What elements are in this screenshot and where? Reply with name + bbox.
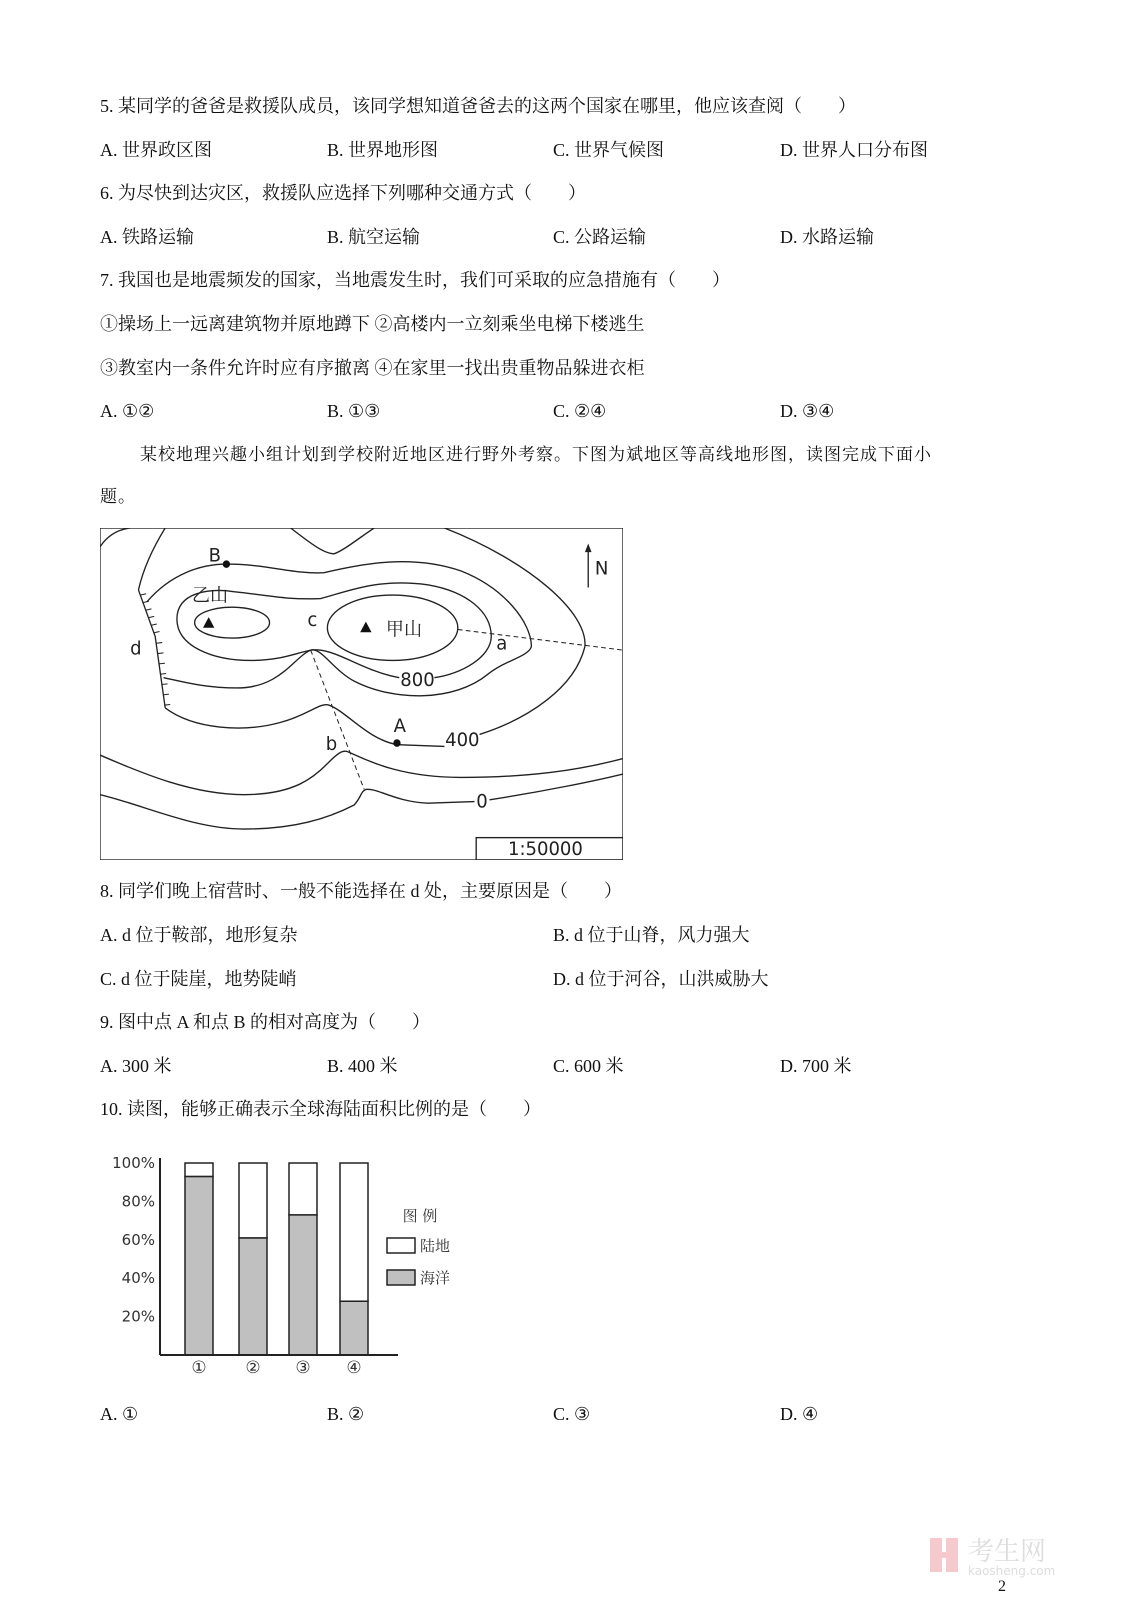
y-tick-label: 100% bbox=[112, 1154, 155, 1172]
option-d: D. 700 米 bbox=[780, 1056, 852, 1076]
option-a: A. d 位于鞍部，地形复杂 bbox=[100, 925, 298, 945]
map-frame bbox=[100, 528, 623, 860]
question-9-stem: 9. 图中点 A 和点 B 的相对高度为（ ） bbox=[100, 1012, 431, 1032]
option-d: D. 世界人口分布图 bbox=[780, 140, 928, 160]
bar-land bbox=[340, 1163, 368, 1301]
passage-text: 某校地理兴趣小组计划到学校附近地区进行野外考察。下图为斌地区等高线地形图，读图完成下面小 bbox=[140, 445, 932, 464]
option-c: C. 600 米 bbox=[553, 1056, 624, 1076]
label-b-lower: b bbox=[325, 733, 338, 755]
statement-line: ③教室内一条件允许时应有序撤离 ④在家里一找出贵重物品躲进衣柜 bbox=[100, 358, 645, 378]
option-b: B. ② bbox=[327, 1404, 365, 1424]
option-d: D. ④ bbox=[780, 1404, 819, 1424]
page-number: 2 bbox=[998, 1578, 1006, 1595]
bar-land bbox=[289, 1163, 317, 1215]
option-c: C. 公路运输 bbox=[553, 227, 647, 247]
option-b: B. d 位于山脊，风力强大 bbox=[553, 925, 750, 945]
legend-label-land: 陆地 bbox=[420, 1237, 451, 1255]
option-c: C. 世界气候图 bbox=[553, 140, 665, 160]
x-tick-label: ② bbox=[245, 1358, 261, 1378]
label-point-a: A bbox=[393, 715, 406, 738]
option-b: B. 世界地形图 bbox=[327, 140, 439, 160]
question-6-stem: 6. 为尽快到达灾区，救援队应选择下列哪种交通方式（ ） bbox=[100, 183, 586, 203]
bar-ocean bbox=[185, 1176, 213, 1355]
option-b: B. ①③ bbox=[327, 401, 381, 421]
bar-ocean bbox=[289, 1215, 317, 1355]
label-jia-mountain: 甲山 bbox=[385, 619, 422, 641]
label-c: c bbox=[307, 609, 318, 632]
y-tick-label: 80% bbox=[121, 1192, 155, 1211]
x-tick-label: ③ bbox=[295, 1358, 311, 1378]
y-tick-label: 40% bbox=[121, 1269, 155, 1288]
y-tick-label: 20% bbox=[121, 1307, 155, 1326]
map-scale: 1:50000 bbox=[507, 838, 583, 860]
option-b: B. 航空运输 bbox=[327, 227, 421, 247]
option-d: D. 水路运输 bbox=[780, 227, 874, 247]
option-d: D. ③④ bbox=[780, 401, 835, 421]
label-a: a bbox=[496, 633, 508, 655]
point-a-marker bbox=[393, 739, 400, 747]
option-b: B. 400 米 bbox=[327, 1056, 398, 1076]
question-5-stem: 5. 某同学的爸爸是救援队成员，该同学想知道爸爸去的这两个国家在哪里，他应该查阅（ ） bbox=[100, 96, 856, 116]
contour-map bbox=[100, 528, 623, 860]
option-a: A. 铁路运输 bbox=[100, 227, 194, 247]
question-7-stem: 7. 我国也是地震频发的国家，当地震发生时，我们可采取的应急措施有（ ） bbox=[100, 270, 730, 290]
land-ocean-bar-chart bbox=[95, 1145, 475, 1390]
question-10-stem: 10. 读图，能够正确表示全球海陆面积比例的是（ ） bbox=[100, 1099, 541, 1119]
bar-ocean bbox=[239, 1238, 267, 1355]
bar-ocean bbox=[340, 1301, 368, 1355]
contour-label-800: 800 bbox=[400, 670, 435, 692]
north-label: N bbox=[594, 558, 609, 580]
passage-text-cont: 题。 bbox=[100, 487, 136, 506]
svg-text:考生网: 考生网 bbox=[968, 1537, 1047, 1567]
statement-line: ①操场上一远离建筑物并原地蹲下 ②高楼内一立刻乘坐电梯下楼逃生 bbox=[100, 314, 645, 334]
label-yi-mountain: 乙山 bbox=[191, 585, 229, 607]
legend-title: 图 例 bbox=[402, 1207, 438, 1225]
point-b-marker bbox=[223, 560, 230, 568]
x-tick-label: ① bbox=[191, 1358, 207, 1378]
option-a: A. ① bbox=[100, 1404, 139, 1424]
option-a: A. 世界政区图 bbox=[100, 140, 212, 160]
bar-land bbox=[185, 1163, 213, 1176]
contour-label-400: 400 bbox=[445, 729, 480, 751]
option-c: C. d 位于陡崖，地势陡峭 bbox=[100, 969, 297, 989]
legend-swatch-ocean bbox=[387, 1270, 415, 1285]
label-d: d bbox=[130, 638, 142, 660]
contour-label-0: 0 bbox=[476, 791, 488, 813]
legend-swatch-land bbox=[387, 1238, 415, 1253]
bar-land bbox=[239, 1163, 267, 1238]
option-a: A. ①② bbox=[100, 401, 155, 421]
y-tick-label: 60% bbox=[121, 1230, 155, 1249]
option-c: C. ③ bbox=[553, 1404, 591, 1424]
option-d: D. d 位于河谷，山洪威胁大 bbox=[553, 969, 769, 989]
svg-text:kaosheng.com: kaosheng.com bbox=[968, 1564, 1056, 1578]
watermark-logo bbox=[930, 1530, 1090, 1580]
option-c: C. ②④ bbox=[553, 401, 607, 421]
option-a: A. 300 米 bbox=[100, 1056, 172, 1076]
question-8-stem: 8. 同学们晚上宿营时、一般不能选择在 d 处，主要原因是（ ） bbox=[100, 881, 622, 901]
x-tick-label: ④ bbox=[346, 1358, 362, 1378]
legend-label-ocean: 海洋 bbox=[420, 1269, 451, 1287]
label-b: B bbox=[208, 545, 222, 567]
